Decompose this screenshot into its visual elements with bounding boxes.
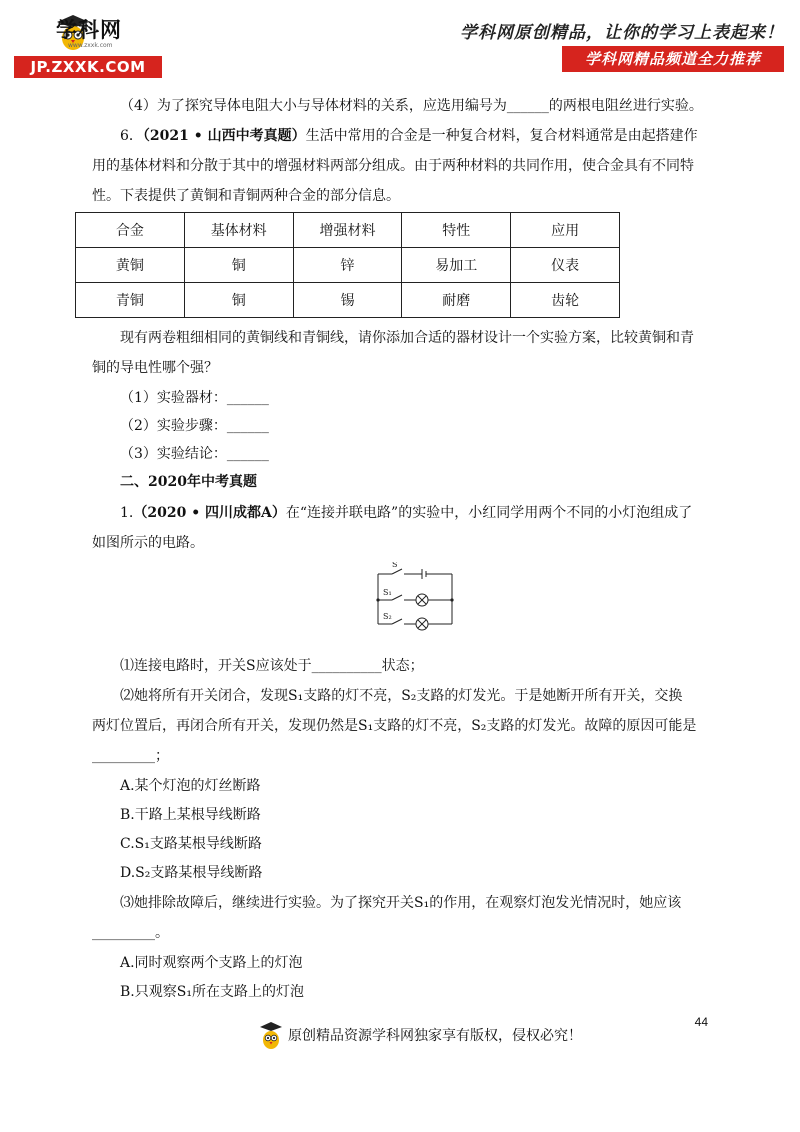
option-c: C.S₁支路某根导线断路 [120,836,262,852]
table-row [76,283,620,318]
site-logo [14,12,164,74]
q6-line3: 性。下表提供了黄铜和青铜两种合金的部分信息。 [92,188,400,204]
table-header-cell: 合金 [76,213,185,248]
switch-s1-blade [392,595,402,600]
option3-b: B.只观察S₁所在支路上的灯泡 [120,984,304,1000]
q6-para2-line2: 铜的导电性哪个强？ [92,360,218,376]
table-header-cell: 特性 [402,213,511,248]
q6-line2: 用的基体材料和分散于其中的增强材料两部分组成。由于两种材料的共同作用，使合金具有不同特 [92,158,694,174]
table-header-row [76,213,620,248]
q1-line2: 如图所示的电路。 [92,535,204,551]
option-d: D.S₂支路某根导线断路 [120,865,263,881]
q1-number: 1. [120,505,134,521]
q6-text: 生活中常用的合金是一种复合材料，复合材料通常是由起搭建作 [305,128,698,144]
q6-source: （2021 • 山西中考真题） [142,128,306,144]
header-slogan: 学科网原创精品，让你的学习上表起来！ [460,23,784,43]
q6-sub1: （1）实验器材：______ [120,390,269,406]
table-cell: 锡 [293,283,402,318]
table-cell: 黄铜 [76,248,185,283]
label-s1: S₁ [383,588,392,597]
page-number: 44 [694,1015,708,1029]
option-a: A.某个灯泡的灯丝断路 [120,778,261,794]
switch-s-blade [392,569,402,574]
table-cell: 易加工 [402,248,511,283]
q1-sub3-line1: ⑶她排除故障后，继续进行实验。为了探究开关S₁的作用，在观察灯泡发光情况时，她应该 [120,895,682,911]
q5-part4: （4）为了探究导体电阻大小与导体材料的关系，应选用编号为______的两根电阻丝进行实验。 [120,98,703,114]
q6-line1 [120,126,698,146]
option3-a: A.同时观察两个支路上的灯泡 [120,955,303,971]
copyright-notice: 原创精品资源学科网独家享有版权，侵权必究！ [288,1028,582,1044]
table-header-cell: 增强材料 [293,213,402,248]
q6-sub3: （3）实验结论：______ [120,446,269,462]
logo-name: 学科网 [56,18,122,42]
q1-sub2-line1: ⑵她将所有开关闭合，发现S₁支路的灯不亮，S₂支路的灯发光。于是她断开所有开关，交换 [120,688,683,704]
q1-line1 [120,503,692,523]
q1-text: 在“连接并联电路”的实验中，小红同学用两个不同的小灯泡组成了 [285,505,693,521]
logo-small-url: www.zxxk.com [68,42,113,49]
table-cell: 铜 [184,248,293,283]
table-header-cell: 应用 [511,213,620,248]
table-cell: 铜 [184,283,293,318]
q6-para2-line1: 现有两卷粗细相同的黄铜线和青铜线，请你添加合适的器材设计一个实验方案，比较黄铜和青 [120,330,694,346]
option-b: B.干路上某根导线断路 [120,807,261,823]
circuit-diagram [372,562,458,634]
q1-sub1: ⑴连接电路时，开关S应该处于__________状态； [120,658,424,674]
q6-number: 6． [120,128,143,144]
owl-mascot-icon [258,1020,284,1050]
label-s2: S₂ [383,612,392,621]
table-cell: 仪表 [511,248,620,283]
q6-sub2: （2）实验步骤：______ [120,418,269,434]
junction-dot [376,598,379,601]
alloy-table [75,212,620,318]
table-cell: 耐磨 [402,283,511,318]
q1-sub2-line2: 两灯位置后，再闭合所有开关，发现仍然是S₁支路的灯不亮，S₂支路的灯发光。故障的原因可能是 [92,718,697,734]
table-cell: 青铜 [76,283,185,318]
table-cell: 锌 [293,248,402,283]
table-row [76,248,620,283]
header-banner: 学科网精品频道全力推荐 [562,46,784,72]
table-header-cell: 基体材料 [184,213,293,248]
section-heading: 二、2020年中考真题 [120,474,257,490]
logo-domain: JP.ZXXK.COM [14,56,162,78]
q1-sub3-line2: _________。 [92,925,169,941]
switch-s2-blade [392,619,402,624]
q1-source: （2020 • 四川成都A） [133,505,286,521]
junction-dot [450,598,453,601]
table-cell: 齿轮 [511,283,620,318]
label-s: S [392,562,398,569]
q1-sub2-line3: _________； [92,748,169,764]
